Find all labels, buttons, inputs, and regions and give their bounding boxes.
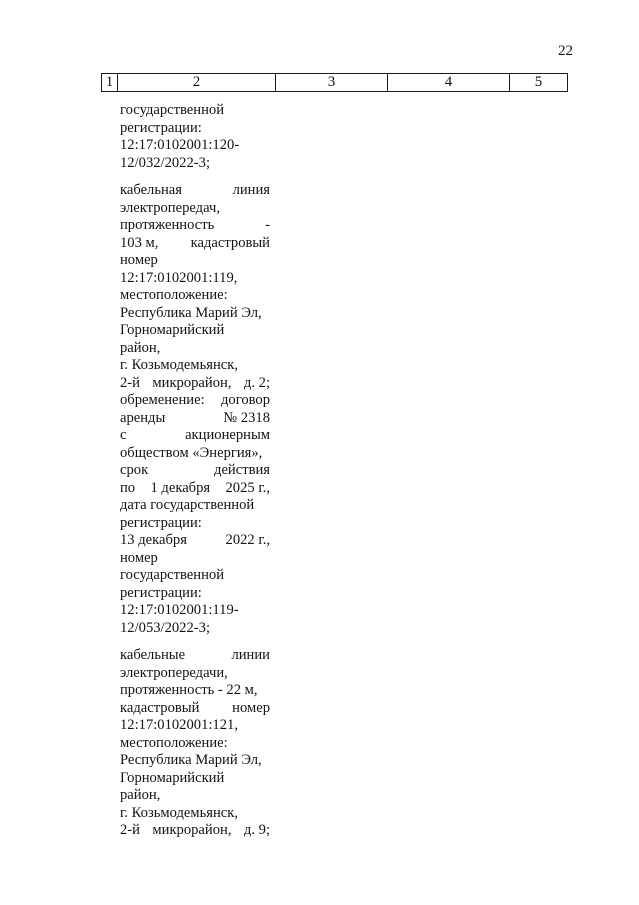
text-line xyxy=(120,532,270,550)
text-line xyxy=(120,515,270,533)
text-word: номер xyxy=(232,699,270,716)
text-word: кабельная xyxy=(120,182,182,198)
text-line xyxy=(120,410,270,428)
text-line xyxy=(120,102,270,120)
text-word: 2025 г., xyxy=(225,479,270,496)
text-word: - xyxy=(265,217,270,233)
text-word: кадастровый xyxy=(190,234,270,251)
text-word: электропередач, xyxy=(120,199,220,216)
text-line xyxy=(120,200,270,218)
text-line xyxy=(120,392,270,410)
text-word: договор xyxy=(220,392,270,408)
text-word: район, xyxy=(120,339,161,356)
text-line xyxy=(120,700,270,718)
text-word: дата государственной xyxy=(120,497,255,513)
text-line xyxy=(120,322,270,340)
text-word: акционерным xyxy=(185,427,270,443)
text-word: 103 м, xyxy=(120,234,159,251)
text-line xyxy=(120,735,270,753)
text-word: обществом «Энергия», xyxy=(120,444,263,461)
text-word: район, xyxy=(120,787,161,803)
text-word: местоположение: xyxy=(120,734,228,751)
text-word: № 2318 xyxy=(223,409,270,426)
text-line xyxy=(120,620,270,638)
text-word: действия xyxy=(214,462,270,478)
text-word: кабельные xyxy=(120,647,186,663)
text-word: 12:17:0102001:119, xyxy=(120,269,238,286)
text-line xyxy=(120,137,270,155)
text-word: обременение: xyxy=(120,392,205,408)
text-word: 2022 г., xyxy=(225,532,270,548)
text-line xyxy=(120,585,270,603)
text-line xyxy=(120,787,270,805)
text-word: государственной xyxy=(120,102,225,118)
text-word: микрорайон, xyxy=(152,822,232,838)
text-word: протяженность xyxy=(120,217,215,233)
text-word: регистрации: xyxy=(120,584,202,601)
text-line xyxy=(120,427,270,445)
text-word: 2-й xyxy=(120,374,140,391)
text-line xyxy=(120,822,270,840)
text-line xyxy=(120,682,270,700)
text-word: микрорайон, xyxy=(152,374,232,391)
text-line xyxy=(120,717,270,735)
column-header-2: 2 xyxy=(118,74,276,92)
text-word: 1 декабря xyxy=(150,479,211,496)
text-line xyxy=(120,357,270,375)
text-word: протяженность - 22 м, xyxy=(120,682,258,698)
text-line xyxy=(120,550,270,568)
text-word: 12/032/2022-3; xyxy=(120,154,210,171)
text-line xyxy=(120,805,270,823)
text-word: г. Козьмодемьянск, xyxy=(120,357,239,373)
text-word: д. 2; xyxy=(243,374,270,391)
cell-entry xyxy=(120,102,270,172)
text-line xyxy=(120,445,270,463)
text-line xyxy=(120,120,270,138)
text-line xyxy=(120,497,270,515)
text-word: Горномарийский xyxy=(120,322,225,338)
text-word: местоположение: xyxy=(120,287,228,303)
column-header-3: 3 xyxy=(276,74,388,92)
text-line xyxy=(120,602,270,620)
text-line xyxy=(120,217,270,235)
column-header-4: 4 xyxy=(388,74,510,92)
text-line xyxy=(120,235,270,253)
text-word: номер xyxy=(120,252,158,268)
text-word: д. 9; xyxy=(243,822,270,838)
text-word: аренды xyxy=(120,409,166,426)
text-word: г. Козьмодемьянск, xyxy=(120,804,239,821)
text-word: 12/053/2022-3; xyxy=(120,619,210,636)
text-line xyxy=(120,340,270,358)
text-word: линии xyxy=(231,647,270,663)
text-word: Республика Марий Эл, xyxy=(120,752,262,768)
text-line xyxy=(120,567,270,585)
text-word: электропередачи, xyxy=(120,664,228,681)
text-word: линия xyxy=(232,182,270,198)
text-word: номер xyxy=(120,549,158,566)
text-word: 12:17:0102001:120- xyxy=(120,137,240,153)
text-line xyxy=(120,270,270,288)
text-word: регистрации: xyxy=(120,119,202,136)
text-word: Горномарийский xyxy=(120,769,225,786)
text-line xyxy=(120,252,270,270)
text-line xyxy=(120,155,270,173)
text-line xyxy=(120,770,270,788)
text-word: кадастровый xyxy=(120,699,200,716)
column-header-row xyxy=(102,74,568,92)
text-line xyxy=(120,375,270,393)
text-line xyxy=(120,287,270,305)
cell-entry xyxy=(120,647,270,840)
page-number: 22 xyxy=(558,43,573,59)
column-header-1: 1 xyxy=(102,74,118,92)
text-line xyxy=(120,647,270,665)
text-word: по xyxy=(120,479,136,496)
text-word: срок xyxy=(120,462,149,478)
text-word: 12:17:0102001:121, xyxy=(120,717,238,733)
text-word: Республика Марий Эл, xyxy=(120,304,262,321)
text-line xyxy=(120,752,270,770)
text-word: 2-й xyxy=(120,822,140,838)
cell-entry xyxy=(120,182,270,637)
column-header-table xyxy=(101,73,568,92)
text-line xyxy=(120,305,270,323)
text-line xyxy=(120,665,270,683)
text-word: 13 декабря xyxy=(120,532,187,548)
text-word: с xyxy=(120,427,127,443)
text-word: государственной xyxy=(120,567,225,583)
column-header-5: 5 xyxy=(510,74,568,92)
text-line xyxy=(120,462,270,480)
text-word: 12:17:0102001:119- xyxy=(120,602,239,618)
column-2-cell-text xyxy=(120,102,270,850)
text-word: регистрации: xyxy=(120,514,202,531)
text-line xyxy=(120,480,270,498)
text-line xyxy=(120,182,270,200)
